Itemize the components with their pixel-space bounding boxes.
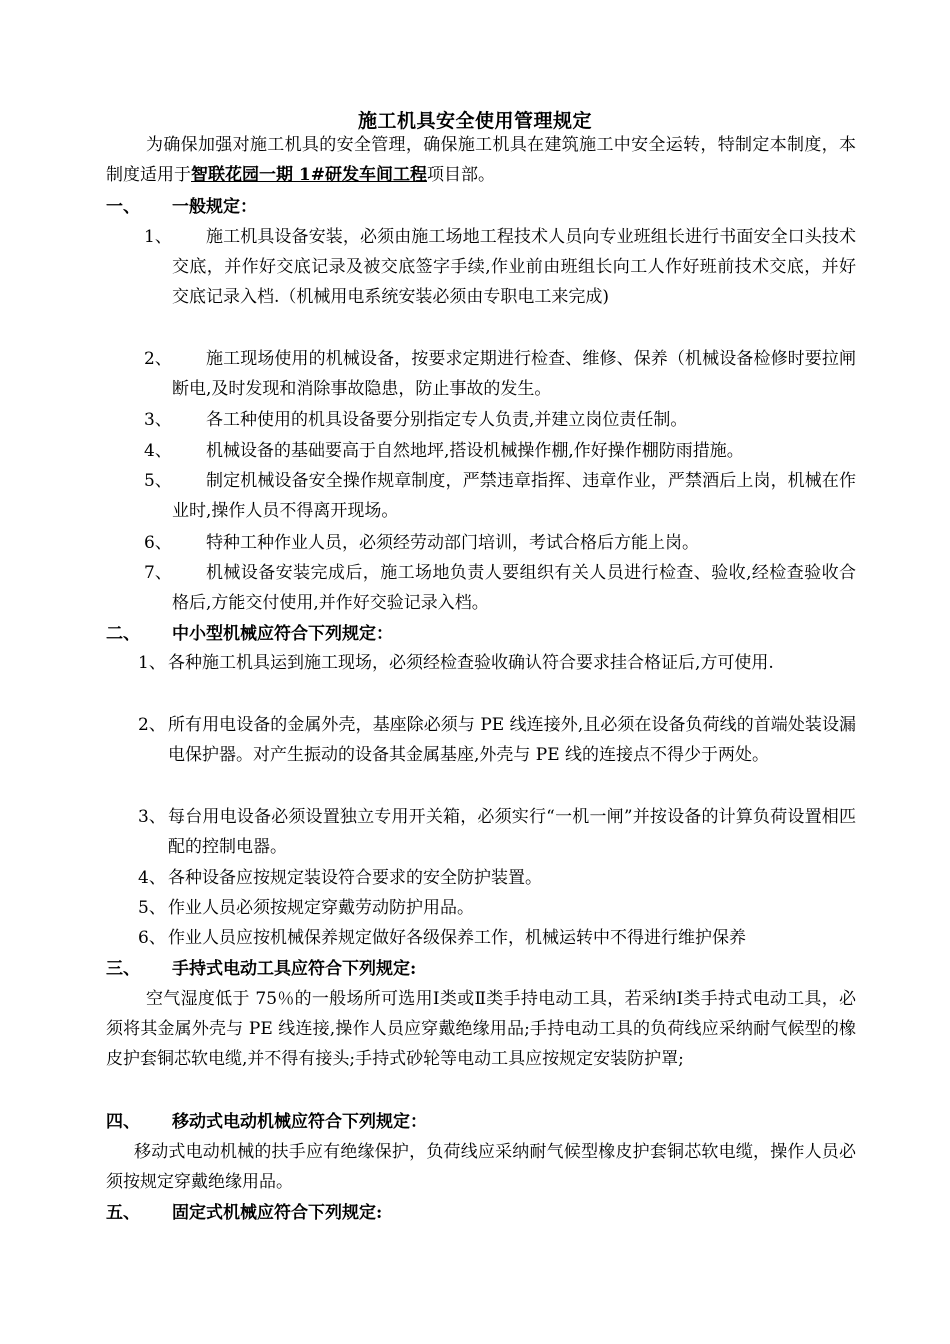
list-item — [138, 893, 856, 923]
list-item — [138, 923, 856, 953]
list-item — [144, 558, 856, 618]
item-text: 机械设备安装完成后，施工场地负责人要组织有关人员进行检查、验收,经检查验收合格后,方能交付使用,并作好交验记录入档。 — [172, 563, 856, 613]
item-text: 特种工种作业人员，必须经劳动部门培训，考试合格后方能上岗。 — [206, 533, 699, 553]
list-item — [138, 710, 856, 770]
list-item — [144, 405, 856, 435]
section-number: 二、 — [106, 624, 140, 644]
item-text: 各种施工机具运到施工现场，必须经检查验收确认符合要求挂合格证后,方可使用. — [168, 653, 774, 673]
item-number: 5、 — [144, 471, 172, 491]
item-number: 1、 — [144, 227, 172, 247]
item-text: 作业人员必须按规定穿戴劳动防护用品。 — [168, 898, 474, 918]
intro-text-before: 为确保加强对施工机具的安全管理，确保施工机具在建筑施工中安全运转，特制定本制度，本制度适用于 — [106, 135, 856, 185]
item-number: 5、 — [138, 898, 166, 918]
list-item — [144, 528, 856, 558]
list-item — [144, 344, 856, 404]
section-title: 固定式机械应符合下列规定: — [172, 1203, 383, 1223]
section-heading-5 — [106, 1198, 382, 1228]
item-number: 7、 — [144, 563, 172, 583]
item-number: 6、 — [144, 533, 172, 553]
list-item — [138, 648, 856, 678]
intro-text-after: 项目部。 — [427, 165, 495, 185]
item-text: 所有用电设备的金属外壳，基座除必须与 PE 线连接外,且必须在设备负荷线的首端处装设漏电保护器。对产生振动的设备其金属基座,外壳与 PE 线的连接点不得少于两处。 — [168, 715, 856, 765]
item-number: 3、 — [144, 410, 172, 430]
section-heading-1 — [106, 192, 257, 222]
list-item — [144, 436, 856, 466]
section-heading-2 — [106, 619, 393, 649]
document-title: 施工机具安全使用管理规定 — [357, 110, 592, 132]
item-number: 4、 — [138, 868, 166, 888]
section-body-3: 空气湿度低于 75％的一般场所可选用Ⅰ类或Ⅱ类手持电动工具，若采纳Ⅰ类手持式电动工具，必须将其金属外壳与 PE 线连接,操作人员应穿戴绝缘用品;手持电动工具的负荷线应采纳耐气候型的橡皮护套铜芯软电缆,并不得有接头;手持式砂轮等电动工具应按规定安装防护罩; — [106, 989, 856, 1069]
item-text: 制定机械设备安全操作规章制度，严禁违章指挥、违章作业，严禁酒后上岗，机械在作业时,操作人员不得离开现场。 — [172, 471, 856, 521]
item-number: 3、 — [138, 807, 166, 827]
list-item — [144, 466, 856, 526]
section-number: 三、 — [106, 959, 140, 979]
section-title: 手持式电动工具应符合下列规定: — [172, 959, 417, 979]
list-item — [144, 222, 856, 312]
list-item — [138, 863, 856, 893]
section-title: 移动式电动机械应符合下列规定： — [172, 1112, 427, 1132]
project-name: 智联花园一期 1#研发车间工程 — [191, 165, 427, 185]
item-text: 各工种使用的机具设备要分别指定专人负责,并建立岗位责任制。 — [206, 410, 688, 430]
item-text: 各种设备应按规定装设符合要求的安全防护装置。 — [168, 868, 542, 888]
section-number: 一、 — [106, 197, 140, 217]
item-number: 4、 — [144, 441, 172, 461]
section-body-4: 移动式电动机械的扶手应有绝缘保护，负荷线应采纳耐气候型橡皮护套铜芯软电缆，操作人员必须按规定穿戴绝缘用品。 — [106, 1142, 856, 1192]
section-number: 五、 — [106, 1203, 140, 1223]
item-text: 机械设备的基础要高于自然地坪,搭设机械操作棚,作好操作棚防雨措施。 — [206, 441, 744, 461]
item-text: 每台用电设备必须设置独立专用开关箱，必须实行“一机一闸”并按设备的计算负荷设置相匹配的控制电器。 — [168, 807, 856, 857]
list-item — [138, 802, 856, 862]
item-text: 作业人员应按机械保养规定做好各级保养工作，机械运转中不得进行维护保养 — [168, 928, 746, 948]
section-number: 四、 — [106, 1112, 140, 1132]
section-heading-3 — [106, 954, 416, 984]
item-text: 施工机具设备安装，必须由施工场地工程技术人员向专业班组长进行书面安全口头技术交底，并作好交底记录及被交底签字手续,作业前由班组长向工人作好班前技术交底，并好交底记录入档.（机械用电系统安装必须由专职电工来完成) — [172, 227, 856, 307]
item-text: 施工现场使用的机械设备，按要求定期进行检查、维修、保养（机械设备检修时要拉闸断电,及时发现和消除事故隐患，防止事故的发生。 — [172, 349, 856, 399]
item-number: 2、 — [144, 349, 172, 369]
section-heading-4 — [106, 1107, 427, 1137]
section-title: 中小型机械应符合下列规定： — [172, 624, 393, 644]
item-number: 1、 — [138, 653, 166, 673]
intro-paragraph — [106, 130, 856, 190]
item-number: 6、 — [138, 928, 166, 948]
section-title: 一般规定： — [172, 197, 257, 217]
item-number: 2、 — [138, 715, 166, 735]
